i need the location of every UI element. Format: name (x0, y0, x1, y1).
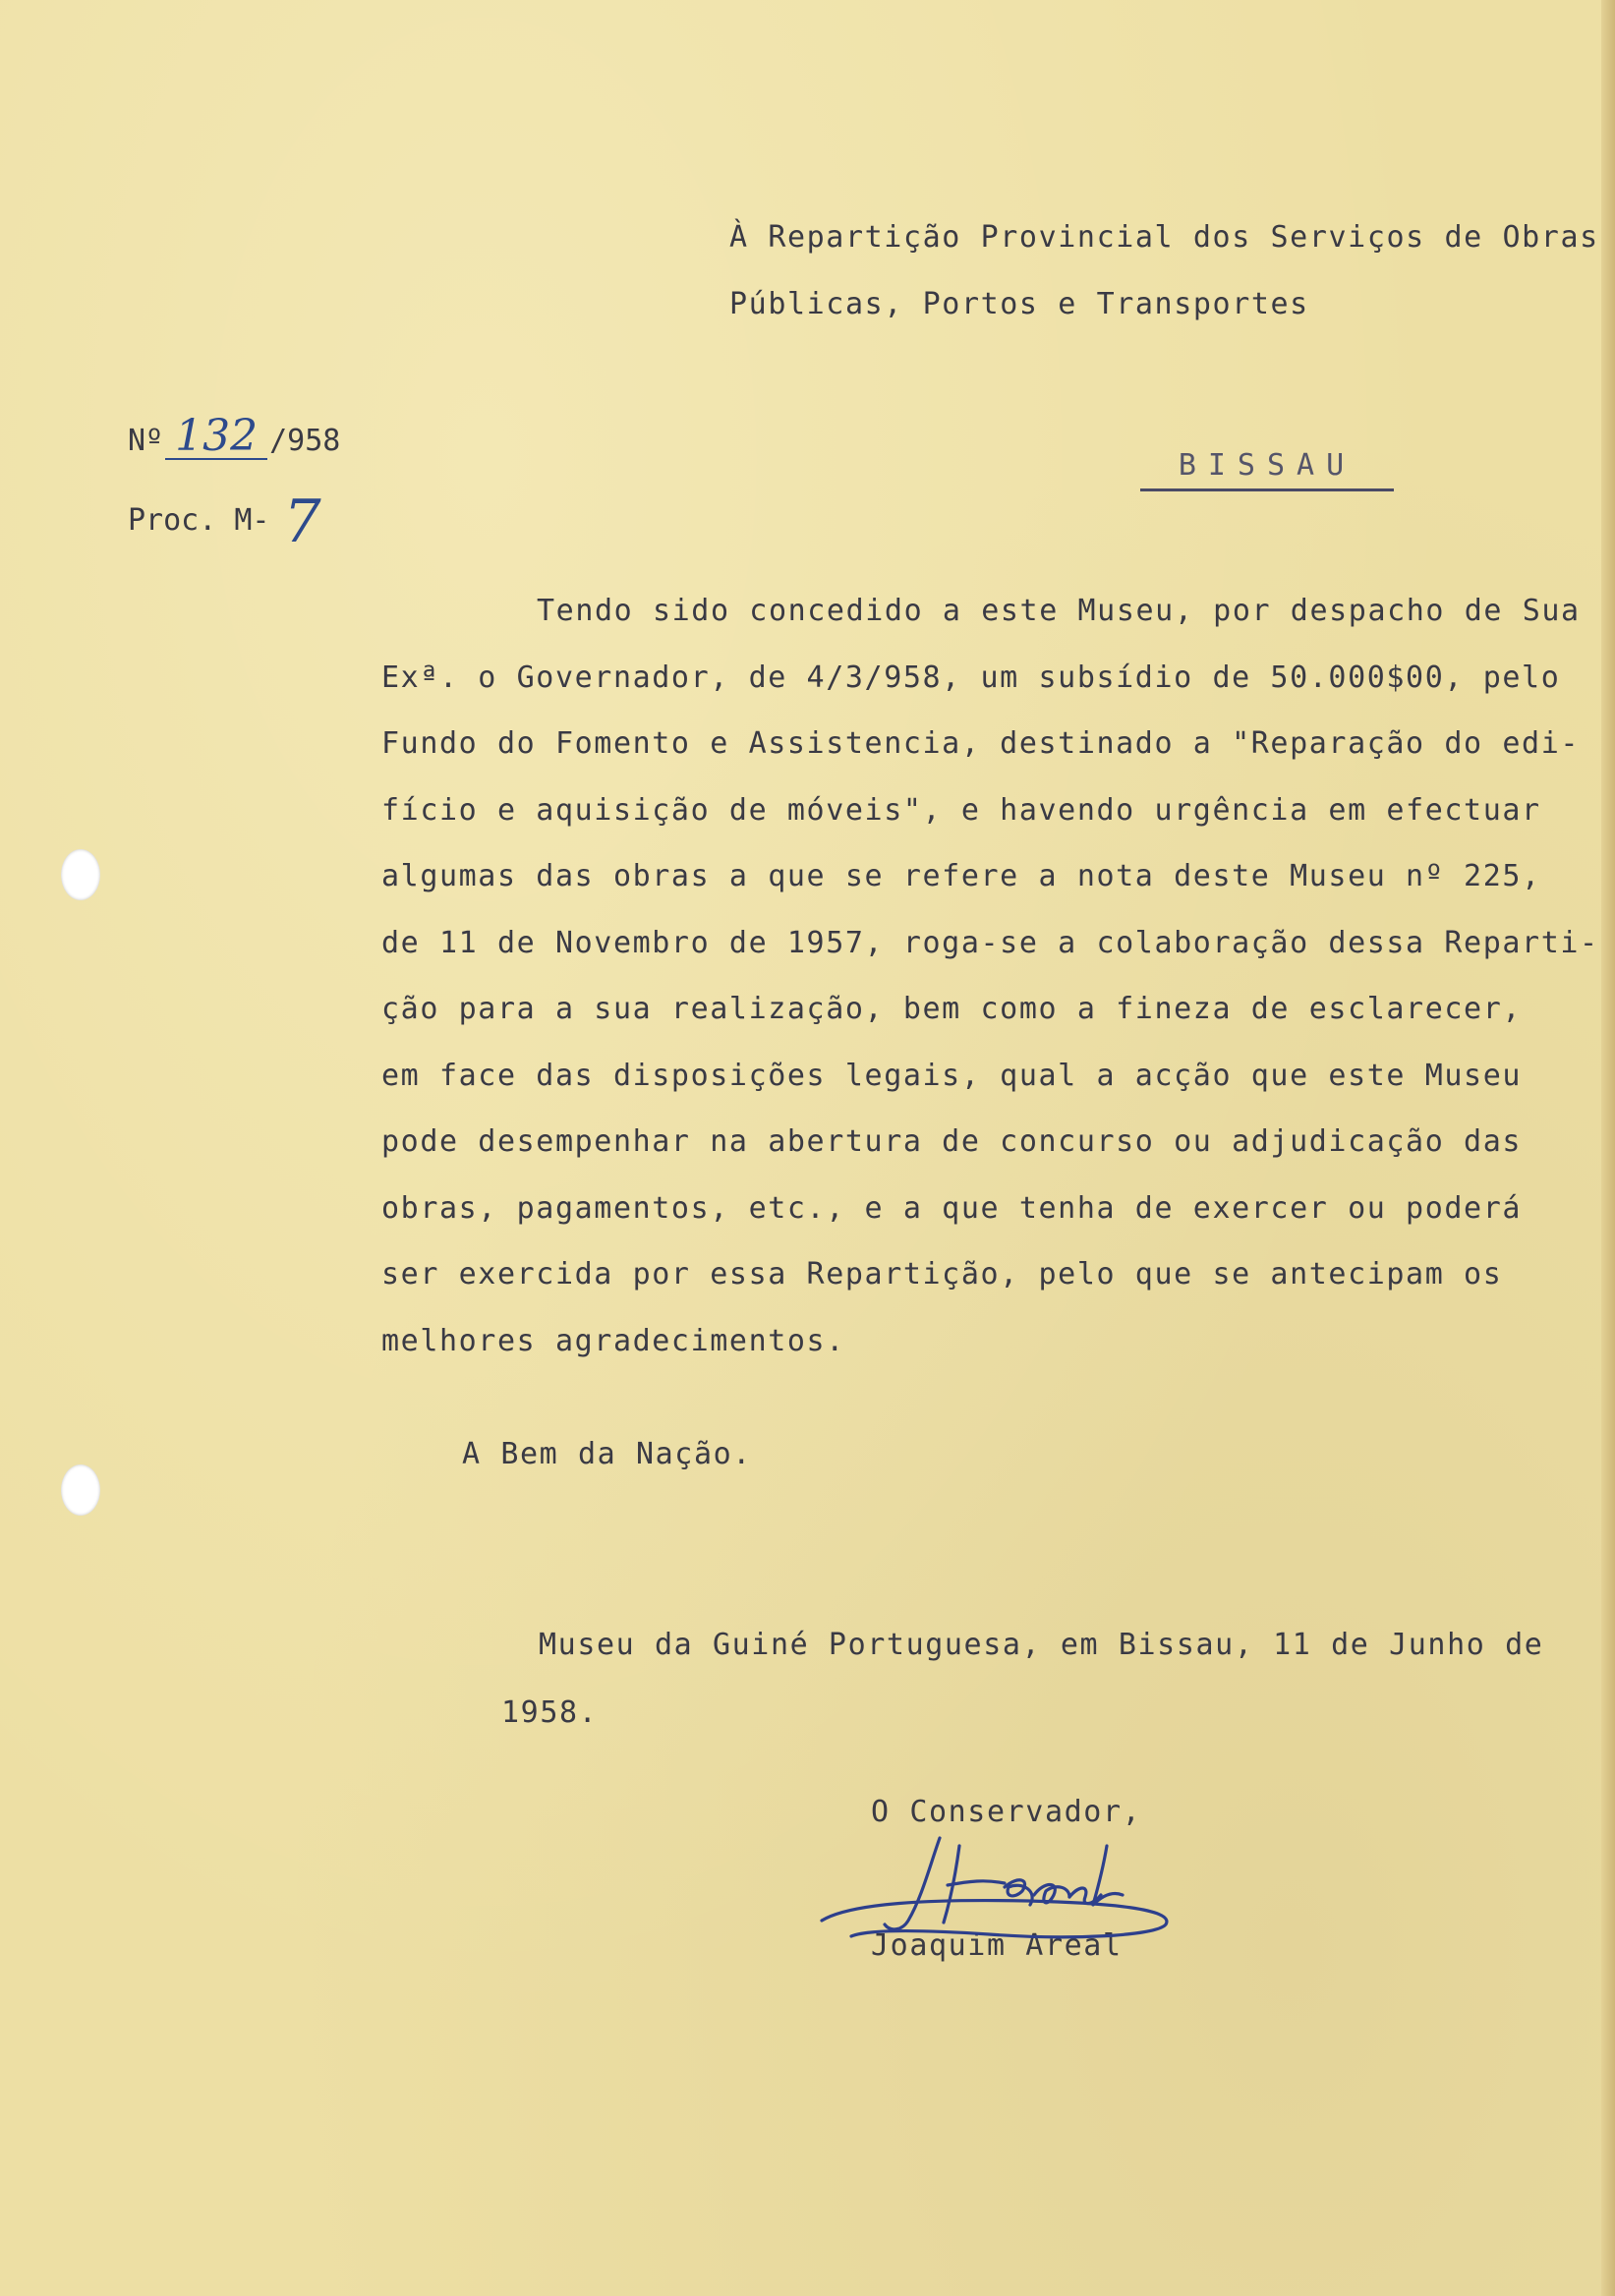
body-line: ção para a sua realização, bem como a fineza de esclarecer, (381, 992, 1523, 1026)
body-line: em face das disposições legais, qual a acção que este Museu (381, 1058, 1523, 1093)
process-label: Proc. M- (128, 503, 270, 538)
body-line: de 11 de Novembro de 1957, roga-se a colaboração dessa Reparti- (381, 925, 1599, 960)
punch-hole-upper (61, 849, 100, 900)
handwritten-signature (812, 1826, 1195, 1964)
body-line: Exª. o Governador, de 4/3/958, um subsídio de 50.000$00, pelo (381, 660, 1561, 695)
body-line: fício e aquisição de móveis", e havendo urgência em efectuar (381, 792, 1541, 828)
reference-number-prefix: Nº (128, 424, 164, 458)
body-line: ser exercida por essa Repartição, pelo que se antecipam os (381, 1257, 1503, 1292)
addressee-line-1: À Repartição Provincial dos Serviços de Obras (729, 220, 1599, 255)
body-line: Fundo do Fomento e Assistencia, destinado a "Reparação do edi- (381, 726, 1581, 761)
process-handwritten: 7 (283, 488, 321, 556)
place-date-line-2: 1958. (501, 1695, 599, 1730)
body-line: obras, pagamentos, etc., e a que tenha de exercer ou poderá (381, 1190, 1523, 1226)
city-heading: BISSAU (1140, 448, 1394, 491)
reference-number (128, 411, 341, 461)
body-line: Tendo sido concedido a este Museu, por despacho de Sua (537, 594, 1581, 628)
signatory-title: O Conservador, (871, 1795, 1142, 1829)
addressee-line-2: Públicas, Portos e Transportes (729, 287, 1309, 321)
body-line: algumas das obras a que se refere a nota deste Museu nº 225, (381, 859, 1541, 893)
process-reference (128, 488, 321, 556)
letter-body (381, 578, 1599, 1374)
body-line: melhores agradecimentos. (381, 1323, 845, 1358)
signatory-name: Joaquim Areal (871, 1928, 1123, 1963)
place-date-line-1: Museu da Guiné Portuguesa, em Bissau, 11 de Junho de (539, 1628, 1544, 1662)
paper-edge (1601, 0, 1615, 2296)
punch-hole-lower (61, 1464, 100, 1516)
reference-number-handwritten: 132 (165, 415, 267, 460)
body-line: pode desempenhar na abertura de concurso ou adjudicação das (381, 1124, 1523, 1159)
closing-salutation: A Bem da Nação. (462, 1437, 752, 1471)
reference-number-year: /958 (269, 424, 341, 458)
